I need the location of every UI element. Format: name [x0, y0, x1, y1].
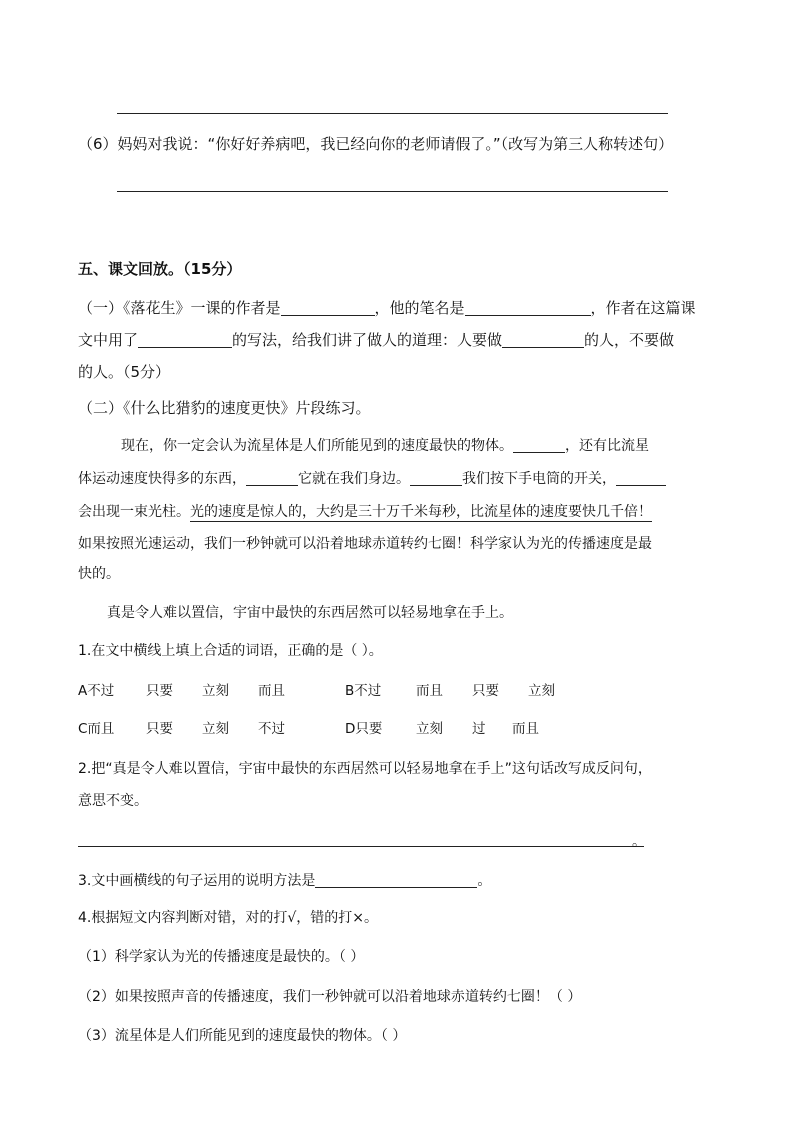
option-c-word-4: 不过 — [258, 721, 285, 737]
passage-line2 — [78, 469, 666, 489]
option-b-word-4: 立刻 — [528, 683, 555, 699]
part1-text-2: ，他的笔名是 — [374, 299, 465, 317]
question-2-line2: 意思不变。 — [78, 793, 148, 809]
option-b-word-3: 只要 — [472, 683, 499, 699]
part1-line2 — [78, 330, 674, 350]
blank-penname[interactable] — [465, 299, 591, 316]
question-4: 4.根据短文内容判断对错，对的打√，错的打×。 — [78, 910, 379, 926]
option-a-word-3: 立刻 — [202, 683, 229, 699]
part1-line3: 的人。（5分） — [78, 363, 171, 381]
answer-line-q6[interactable] — [117, 191, 668, 192]
blank-passage-3[interactable] — [410, 469, 462, 486]
option-a-word-2: 只要 — [146, 683, 173, 699]
passage-line4: 如果按照光速运动，我们一秒钟就可以沿着地球赤道转约七圈！科学家认为光的传播速度是最 — [78, 536, 652, 552]
answer-line-q2[interactable] — [78, 846, 644, 847]
question-4-item-2[interactable]: （2）如果按照声音的传播速度，我们一秒钟就可以沿着地球赤道转约七圈！（ ） — [78, 989, 582, 1005]
passage-line3 — [78, 502, 652, 522]
question-3-end: 。 — [477, 873, 492, 889]
blank-q3[interactable] — [315, 871, 477, 888]
option-a-word-4: 而且 — [258, 683, 285, 699]
question-6: （6）妈妈对我说：“你好好养病吧，我已经向你的老师请假了。”（改写为第三人称转述句） — [78, 135, 674, 153]
passage-text-1b: ，还有比流星 — [565, 438, 649, 454]
blank-passage-1[interactable] — [513, 436, 565, 453]
part2-title: （二）《什么比猎豹的速度更快》片段练习。 — [78, 399, 371, 417]
question-3-text: 3.文中画横线的句子运用的说明方法是 — [78, 873, 316, 889]
passage-text-1a: 现在，你一定会认为流星体是人们所能见到的速度最快的物体。 — [121, 438, 513, 454]
part1-text-6: 的人，不要做 — [584, 331, 675, 349]
question-2-end: 。 — [632, 834, 646, 850]
passage-text-2c: 我们按下手电筒的开关， — [462, 471, 616, 487]
option-d-word-3: 过 — [472, 721, 486, 737]
blank-passage-4[interactable] — [616, 469, 666, 486]
blank-passage-2[interactable] — [246, 469, 298, 486]
part1-text-5: 的写法，给我们讲了做人的道理：人要做 — [232, 331, 503, 349]
option-c-word-3: 立刻 — [202, 721, 229, 737]
question-4-item-3[interactable]: （3）流星体是人们所能见到的速度最快的物体。（ ） — [78, 1028, 407, 1044]
question-3 — [78, 871, 491, 891]
blank-be-person[interactable] — [502, 331, 584, 348]
passage-line6: 真是令人难以置信，宇宙中最快的东西居然可以轻易地拿在手上。 — [107, 605, 513, 621]
passage-text-3a: 会出现一束光柱。 — [78, 504, 190, 520]
option-b-word-2: 而且 — [416, 683, 443, 699]
option-b-word-1: B不过 — [345, 683, 382, 699]
part1-line1 — [78, 298, 696, 318]
question-2-line1: 2.把“真是令人难以置信，宇宙中最快的东西居然可以轻易地拿在手上”这句话改写成反问句， — [78, 761, 652, 777]
passage-text-2a: 体运动速度快得多的东西， — [78, 471, 246, 487]
question-4-item-1[interactable]: （1）科学家认为光的传播速度是最快的。（ ） — [78, 949, 365, 965]
passage-line1 — [121, 436, 649, 456]
passage-line5: 快的。 — [78, 566, 120, 582]
option-c-word-2: 只要 — [146, 721, 173, 737]
part1-text-4: 文中用了 — [78, 331, 139, 349]
option-d-word-1: D只要 — [345, 721, 383, 737]
option-a-word-1: A不过 — [78, 683, 115, 699]
option-c-word-1: C而且 — [78, 721, 115, 737]
blank-writing-method[interactable] — [138, 331, 232, 348]
part1-text-1: （一）《落花生》一课的作者是 — [78, 299, 281, 317]
answer-line-q5[interactable] — [117, 113, 668, 114]
part1-text-3: ，作者在这篇课 — [590, 299, 696, 317]
section-heading: 五、课文回放。（15分） — [78, 260, 242, 278]
passage-underlined-sentence: 光的速度是惊人的，大约是三十万千米每秒，比流星体的速度要快几千倍！ — [190, 504, 652, 520]
option-d-word-2: 立刻 — [416, 721, 443, 737]
option-d-word-4: 而且 — [512, 721, 539, 737]
blank-author[interactable] — [281, 299, 375, 316]
passage-text-2b: 它就在我们身边。 — [298, 471, 410, 487]
question-1: 1.在文中横线上填上合适的词语，正确的是（ ）。 — [78, 643, 383, 659]
